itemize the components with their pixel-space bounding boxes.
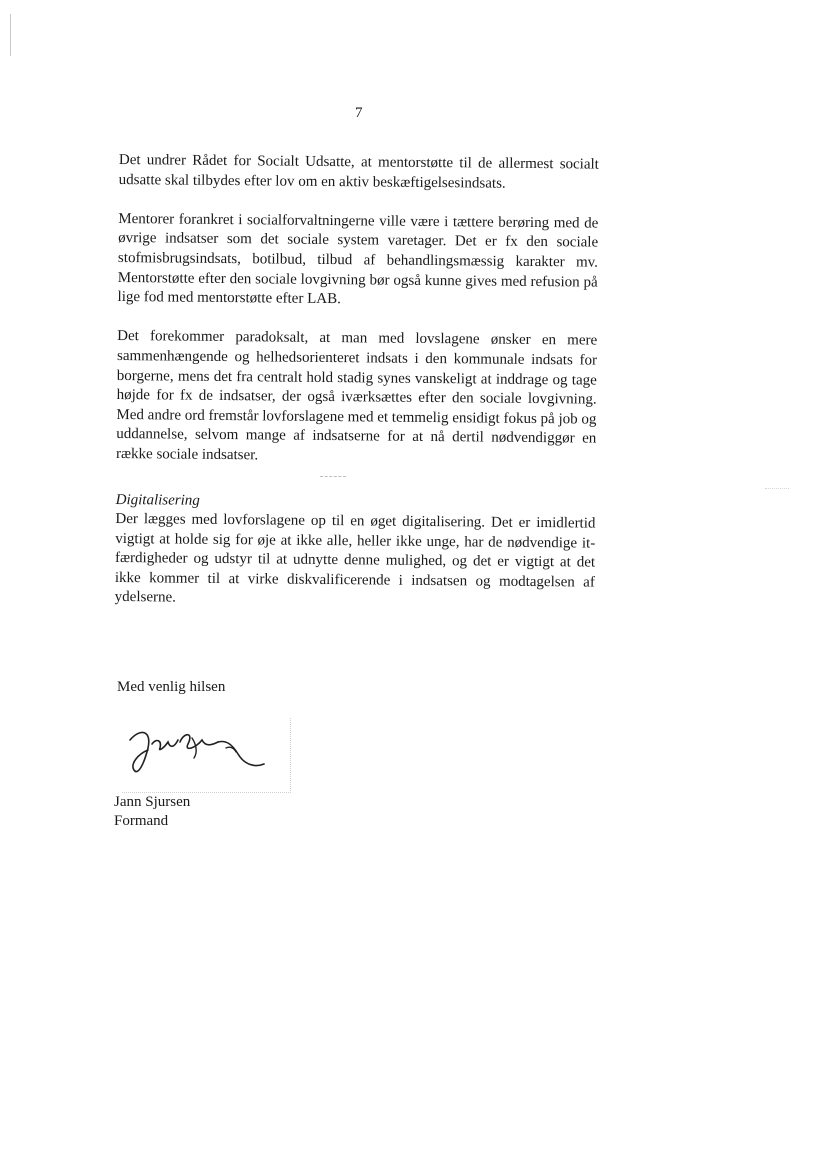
signature-drawing (122, 718, 290, 792)
scan-artifact (320, 476, 346, 478)
signatory-title: Formand (114, 813, 169, 829)
signatory-name: Jann Sjursen (114, 794, 191, 810)
paragraph-digitalisering: Der lægges med lovforslagene op til en øget digitalisering. Det er imidlertid vigtigt at holde sig for øje at ikke alle, heller ikke unge, har de nødvendige it-færdigheder og udstyr til at udnytte denne mulighed, og det er vigtigt at det ikke kommer til at virke diskvalificerende i indsatsen og modtagelsen af ydelserne. (114, 511, 596, 607)
paragraph-mentorer: Mentorer forankret i socialforvaltningerne ville være i tættere berøring med de øvrige indsatser som det sociale system varetager. Det er fx den sociale stofmisbrugsindsats, botilbud, tilbud af behandlingsmæssig karakter mv. Mentorstøtte efter den sociale lovgivning bør også kunne gives med refusion på lige fod med mentorstøtte efter LAB. (117, 210, 599, 308)
scan-artifact (765, 488, 789, 490)
section-heading: Digitalisering (115, 491, 200, 509)
handwritten-signature (122, 718, 291, 793)
paragraph-paradoks: Det forekommer paradoksalt, at man med lovslagene ønsker en mere sammenhængende og helhedsorienteret indsats i den kommunale indsats for borgerne, mens det fra centralt hold stadig synes vanskeligt at inddrage og tage højde for fx de indsatser, der også iværksættes efter den sociale lovgivning. Med andre ord fremstår lovforslagene med et temmelig ensidigt fokus på job og uddannelse, selvom mange af indsatserne for at nå dertil nødvendiggør en række sociale indsatser. (116, 328, 598, 464)
scan-edge-line (10, 14, 11, 56)
letter-body (114, 151, 599, 632)
page-number: 7 (355, 105, 363, 121)
closing-greeting: Med venlig hilsen (117, 679, 226, 695)
paragraph-mentorstotte: Det undrer Rådet for Socialt Udsatte, at mentorstøtte til de allermest socialt udsatte skal tilbydes efter lov om en aktiv beskæftigelsesindsats. (118, 151, 599, 192)
